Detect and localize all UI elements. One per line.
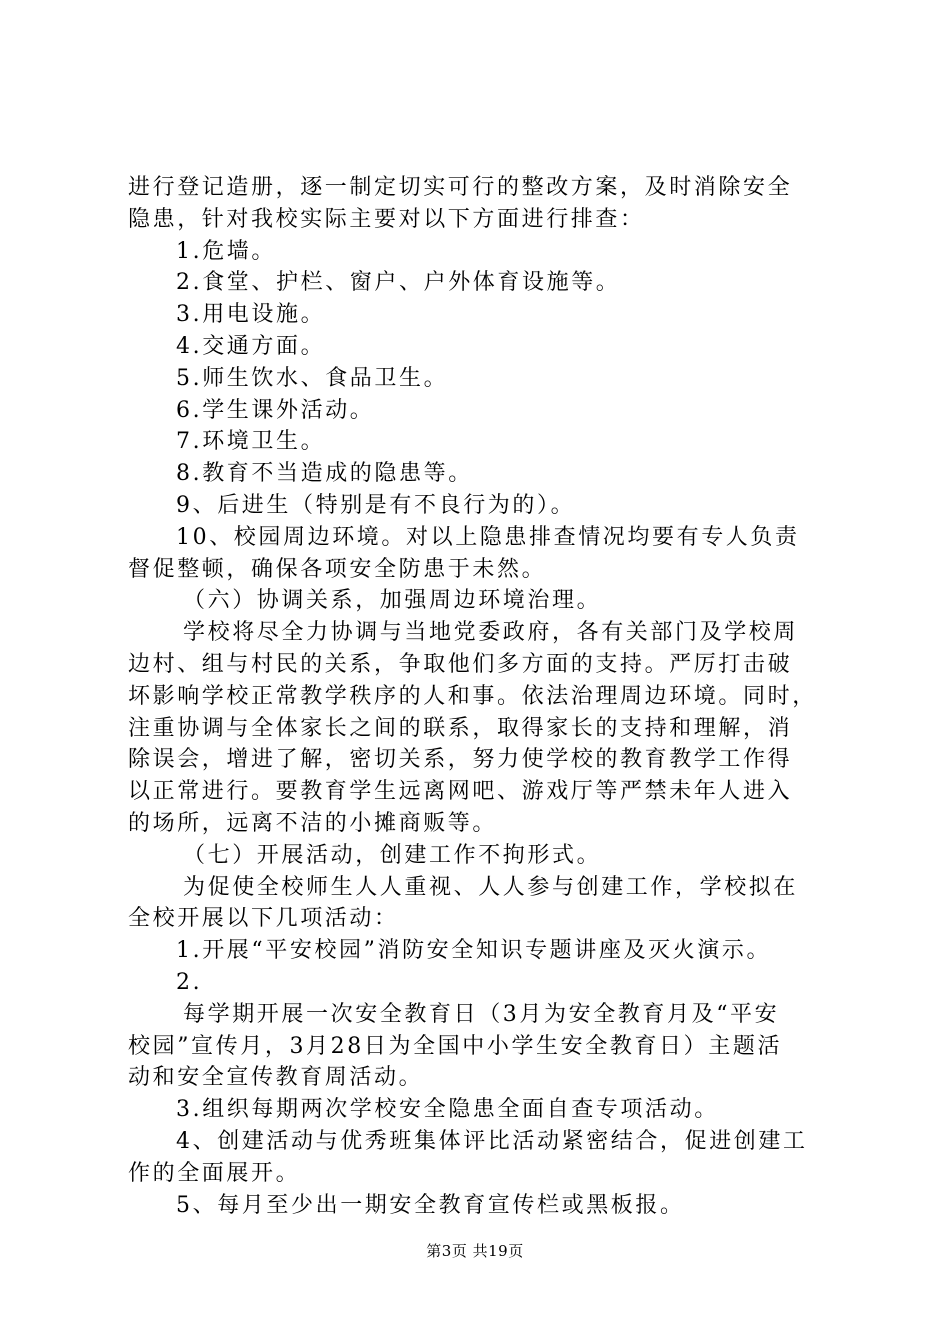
section-heading: （六）协调关系，加强周边环境治理。: [183, 588, 602, 614]
list-item: 10、校园周边环境。对以上隐患排查情况均要有专人负责: [176, 524, 800, 550]
list-item: 9、后进生（特别是有不良行为的）。: [176, 492, 576, 518]
list-item: 2.食堂、护栏、窗户、户外体育设施等。: [176, 270, 621, 296]
list-item: 3.用电设施。: [176, 302, 326, 328]
text-line: 隐患，针对我校实际主要对以下方面进行排查：: [128, 206, 645, 232]
text-line: 以正常进行。要教育学生远离网吧、游戏厅等严禁未年人进入: [128, 779, 793, 805]
text-line: 坏影响学校正常教学秩序的人和事。依法治理周边环境。同时，: [128, 683, 817, 709]
text-line: 作的全面展开。: [128, 1160, 301, 1186]
list-item: 5.师生饮水、食品卫生。: [176, 365, 449, 391]
list-item: 2.: [176, 969, 203, 995]
text-line: 每学期开展一次安全教育日（3月为安全教育月及“平安: [183, 1001, 780, 1027]
list-item: 6.学生课外活动。: [176, 397, 375, 423]
text-line: 学校将尽全力协调与当地党委政府，各有关部门及学校周: [183, 620, 799, 646]
text-line: 进行登记造册，逐一制定切实可行的整改方案，及时消除安全: [128, 175, 793, 200]
list-item: 7.环境卫生。: [176, 429, 326, 455]
list-item: 1.危墙。: [176, 238, 276, 264]
text-line: 的场所，远离不洁的小摊商贩等。: [128, 810, 498, 836]
list-item: 4.交通方面。: [176, 333, 326, 359]
list-item: 4、创建活动与优秀班集体评比活动紧密结合，促进创建工: [176, 1128, 808, 1154]
document-body: [128, 172, 838, 1221]
text-line: 校园”宣传月，3月28日为全国中小学生安全教育日）主题活: [128, 1033, 783, 1059]
text-line: 动和安全宣传教育周活动。: [128, 1065, 424, 1091]
list-item: 5、每月至少出一期安全教育宣传栏或黑板报。: [176, 1192, 685, 1218]
text-line: 边村、组与村民的关系，争取他们多方面的支持。严厉打击破: [128, 651, 793, 677]
text-line: 全校开展以下几项活动：: [128, 906, 399, 932]
list-item: 8.教育不当造成的隐患等。: [176, 461, 473, 487]
list-item: 3.组织每期两次学校安全隐患全面自查专项活动。: [176, 1097, 719, 1123]
text-line: 注重协调与全体家长之间的联系，取得家长的支持和理解，消: [128, 715, 793, 741]
text-line: 督促整顿，确保各项安全防患于未然。: [128, 556, 547, 582]
text-line: 除误会，增进了解，密切关系，努力使学校的教育教学工作得: [128, 747, 793, 773]
text-line: 为促使全校师生人人重视、人人参与创建工作，学校拟在: [183, 874, 799, 900]
section-heading: （七）开展活动，创建工作不拘形式。: [183, 842, 602, 868]
page-number: 第3页 共19页: [426, 1242, 524, 1260]
list-item: 1.开展“平安校园”消防安全知识专题讲座及灭火演示。: [176, 938, 772, 964]
